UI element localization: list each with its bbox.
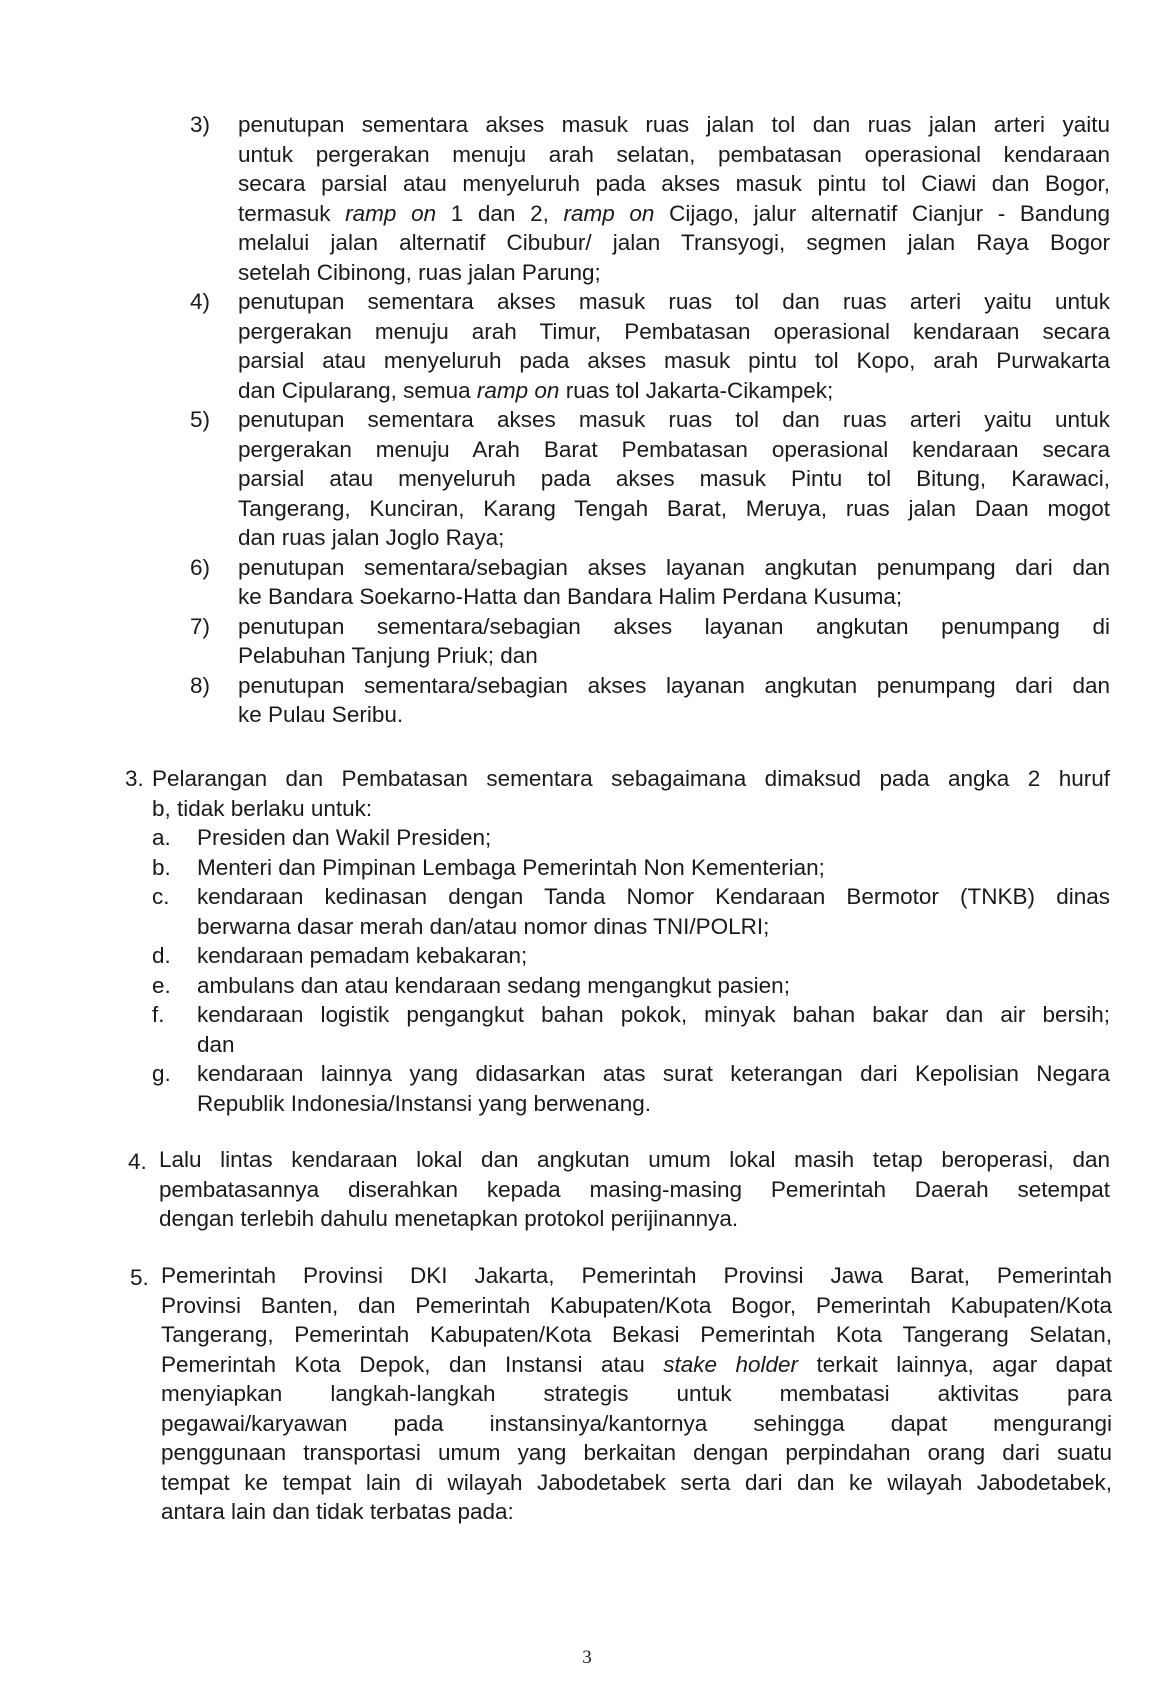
text-run: Cijago, jalur alternatif Cianjur - Bandung (654, 200, 1110, 226)
text-line: Presiden dan Wakil Presiden; (197, 825, 492, 850)
text-line: kendaraan kedinasan dengan Tanda Nomor Kendaraan Bermotor (TNKB) dinas (197, 884, 1110, 909)
text-line: penutupan sementara/sebagian akses layanan angkutan penumpang di (238, 613, 1110, 639)
item-text (197, 1000, 1110, 1059)
text-line: Pelarangan dan Pembatasan sementara sebagaimana dimaksud pada angka 2 huruf (152, 766, 1110, 791)
item-text (238, 405, 1110, 553)
text-line: Provinsi Banten, dan Pemerintah Kabupaten/Kota Bogor, Pemerintah Kabupaten/Kota (161, 1292, 1112, 1318)
section-4-paragraph (128, 1145, 1110, 1234)
item-number: 3) (190, 112, 211, 137)
item-number: e. (152, 972, 171, 998)
text-line: Republik Indonesia/Instansi yang berwenang. (197, 1090, 652, 1116)
text-line: penutupan sementara/sebagian akses layanan angkutan penumpang dari dan (238, 554, 1110, 580)
italic-term: ramp on (476, 377, 560, 403)
item-number: c. (152, 884, 170, 909)
text-line: dan (197, 1031, 235, 1057)
list-item (190, 405, 1110, 553)
item-number: d. (152, 943, 171, 968)
item-number: 5) (190, 407, 211, 432)
section-number: 3. (125, 766, 144, 791)
item-text (197, 882, 1110, 941)
text-line: tempat ke tempat lain di wilayah Jabodetabek serta dari dan ke wilayah Jabodetabek, (161, 1469, 1112, 1495)
text-line (238, 199, 1110, 229)
text-line: berwarna dasar merah dan/atau nomor dinas TNI/POLRI; (197, 913, 770, 939)
lettered-item (152, 1000, 1110, 1059)
item-number: f. (152, 1002, 165, 1027)
text-line: ke Bandara Soekarno-Hatta dan Bandara Halim Perdana Kusuma; (238, 584, 903, 609)
item-number: b. (152, 854, 171, 880)
item-number: 7) (190, 613, 211, 639)
section-number: 4. (128, 1149, 147, 1174)
text-line: pegawai/karyawan pada instansinya/kantornya sehingga dapat mengurangi (161, 1410, 1112, 1436)
text-line: Pemerintah Provinsi DKI Jakarta, Pemerintah Provinsi Jawa Barat, Pemerintah (161, 1263, 1112, 1288)
text-line: antara lain dan tidak terbatas pada: (161, 1499, 514, 1524)
lettered-item (152, 941, 1110, 971)
italic-term: ramp on (345, 200, 437, 226)
item-text (197, 823, 1110, 853)
page-number: 3 (582, 1647, 592, 1668)
item-text (238, 612, 1110, 671)
text-run: termasuk (238, 200, 346, 226)
text-line: dan ruas jalan Joglo Raya; (238, 525, 505, 550)
item-text (197, 1059, 1110, 1118)
item-text (238, 553, 1110, 612)
text-line: Tangerang, Kunciran, Karang Tengah Barat, Meruya, ruas jalan Daan mogot (238, 495, 1110, 521)
item-number: 6) (190, 554, 211, 580)
text-line (161, 1350, 1112, 1380)
text-line: pergerakan menuju arah Timur, Pembatasan operasional kendaraan secara (238, 318, 1110, 344)
text-line: pembatasannya diserahkan kepada masing-masing Pemerintah Daerah setempat (159, 1176, 1110, 1202)
item-text (197, 941, 1110, 971)
text-line: Pelabuhan Tanjung Priuk; dan (238, 643, 538, 668)
list-item (190, 553, 1110, 612)
section-number: 5. (130, 1265, 149, 1290)
item-number: a. (152, 825, 171, 850)
text-line: b, tidak berlaku untuk: (152, 795, 373, 821)
lettered-item (152, 971, 1110, 1001)
italic-term: stake holder (663, 1351, 799, 1377)
text-line: parsial atau menyeluruh pada akses masuk pintu tol Kopo, arah Purwakarta (238, 348, 1110, 373)
section-5 (130, 1261, 1112, 1527)
lettered-item (152, 882, 1110, 941)
text-line: ambulans dan atau kendaraan sedang mengangkut pasien; (197, 972, 790, 998)
item-number: 4) (190, 289, 211, 314)
text-line: kendaraan logistik pengangkut bahan pokok, minyak bahan bakar dan air bersih; (197, 1002, 1110, 1027)
text-line: penutupan sementara/sebagian akses layanan angkutan penumpang dari dan (238, 672, 1110, 698)
text-line: dengan terlebih dahulu menetapkan protokol perijinannya. (159, 1206, 739, 1231)
item-text (197, 853, 1110, 883)
text-line: secara parsial atau menyeluruh pada akses masuk pintu tol Ciawi dan Bogor, (238, 171, 1110, 196)
text-run: dan Cipularang, semua (238, 377, 477, 403)
section-5-paragraph (130, 1261, 1112, 1527)
item-text (238, 287, 1110, 405)
text-line: menyiapkan langkah-langkah strategis untuk membatasi aktivitas para (161, 1381, 1112, 1406)
text-run: Pemerintah Kota Depok, dan Instansi atau (161, 1351, 664, 1377)
text-line: Menteri dan Pimpinan Lembaga Pemerintah Non Kementerian; (197, 854, 825, 880)
text-line: Tangerang, Pemerintah Kabupaten/Kota Bekasi Pemerintah Kota Tangerang Selatan, (161, 1322, 1112, 1347)
numbered-list (190, 110, 1110, 730)
text-line: penutupan sementara akses masuk ruas jalan tol dan ruas jalan arteri yaitu (238, 112, 1110, 137)
lettered-item (152, 823, 1110, 853)
text-line: kendaraan pemadam kebakaran; (197, 943, 528, 968)
lettered-item (152, 853, 1110, 883)
text-line: ke Pulau Seribu. (238, 702, 404, 727)
section-3 (125, 764, 1110, 1118)
list-item (190, 671, 1110, 730)
list-item (190, 612, 1110, 671)
text-line: penggunaan transportasi umum yang berkaitan dengan perpindahan orang dari suatu (161, 1440, 1112, 1465)
item-text (238, 671, 1110, 730)
text-run: ruas tol Jakarta-Cikampek; (559, 377, 834, 403)
item-text (238, 110, 1110, 287)
list-item (190, 110, 1110, 287)
text-line: penutupan sementara akses masuk ruas tol dan ruas arteri yaitu untuk (238, 407, 1110, 432)
section-4 (128, 1145, 1110, 1234)
text-run: 1 dan 2, (436, 200, 564, 226)
text-line: setelah Cibinong, ruas jalan Parung; (238, 259, 601, 285)
lettered-item (152, 1059, 1110, 1118)
text-line: untuk pergerakan menuju arah selatan, pembatasan operasional kendaraan (238, 141, 1110, 167)
text-line: melalui jalan alternatif Cibubur/ jalan Transyogi, segmen jalan Raya Bogor (238, 230, 1110, 255)
text-line: penutupan sementara akses masuk ruas tol dan ruas arteri yaitu untuk (238, 289, 1110, 314)
item-text (197, 971, 1110, 1001)
text-line: pergerakan menuju Arah Barat Pembatasan operasional kendaraan secara (238, 436, 1110, 462)
item-number: g. (152, 1061, 171, 1086)
text-run: terkait lainnya, agar dapat (798, 1351, 1112, 1377)
list-item (190, 287, 1110, 405)
lettered-list (152, 823, 1110, 1118)
text-line: parsial atau menyeluruh pada akses masuk Pintu tol Bitung, Karawaci, (238, 466, 1110, 491)
item-number: 8) (190, 672, 211, 698)
section-3-paragraph (125, 764, 1110, 823)
text-line: kendaraan lainnya yang didasarkan atas surat keterangan dari Kepolisian Negara (197, 1061, 1110, 1086)
italic-term: ramp on (563, 200, 655, 226)
text-line (238, 376, 1110, 406)
text-line: Lalu lintas kendaraan lokal dan angkutan umum lokal masih tetap beroperasi, dan (159, 1147, 1110, 1172)
